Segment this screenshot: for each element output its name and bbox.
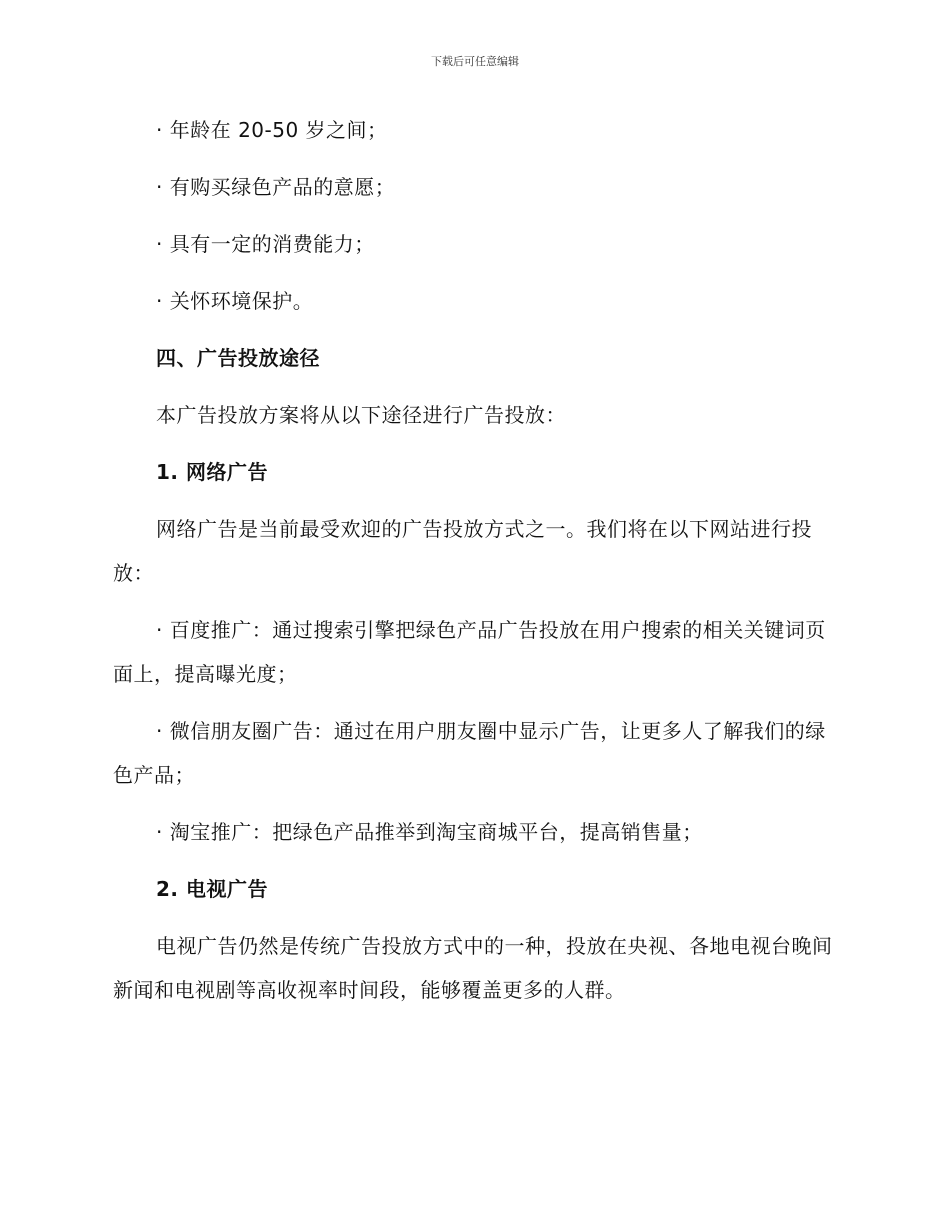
tv-ads-paragraph: 电视广告仍然是传统广告投放方式中的一种，投放在央视、各地电视台晚间新闻和电视剧等高收视率时间段，能够覆盖更多的人群。 <box>113 934 833 1002</box>
page-header: 下载后可任意编辑 <box>431 55 519 68</box>
bullet-wechat: · 微信朋友圈广告：通过在用户朋友圈中显示广告，让更多人了解我们的绿色产品； <box>113 719 826 787</box>
document-body <box>113 108 835 1025</box>
bullet-environment: · 关怀环境保护。 <box>156 289 314 313</box>
section-heading-ad-channels: 四、广告投放途径 <box>156 346 320 370</box>
bullet-purchase-intent: · 有购买绿色产品的意愿； <box>156 175 396 199</box>
subheading-online-ads: 1. 网络广告 <box>156 460 268 484</box>
bullet-baidu: · 百度推广：通过搜索引擎把绿色产品广告投放在用户搜索的相关关键词页面上，提高曝光度； <box>113 618 826 686</box>
bullet-age: · 年龄在 20-50 岁之间； <box>156 118 388 142</box>
channels-intro: 本广告投放方案将从以下途径进行广告投放： <box>156 403 566 427</box>
online-ads-paragraph: 网络广告是当前最受欢迎的广告投放方式之一。我们将在以下网站进行投放： <box>113 517 812 585</box>
subheading-tv-ads: 2. 电视广告 <box>156 877 268 901</box>
bullet-taobao: · 淘宝推广：把绿色产品推举到淘宝商城平台，提高销售量； <box>156 820 703 844</box>
bullet-spending-power: · 具有一定的消费能力； <box>156 232 375 256</box>
